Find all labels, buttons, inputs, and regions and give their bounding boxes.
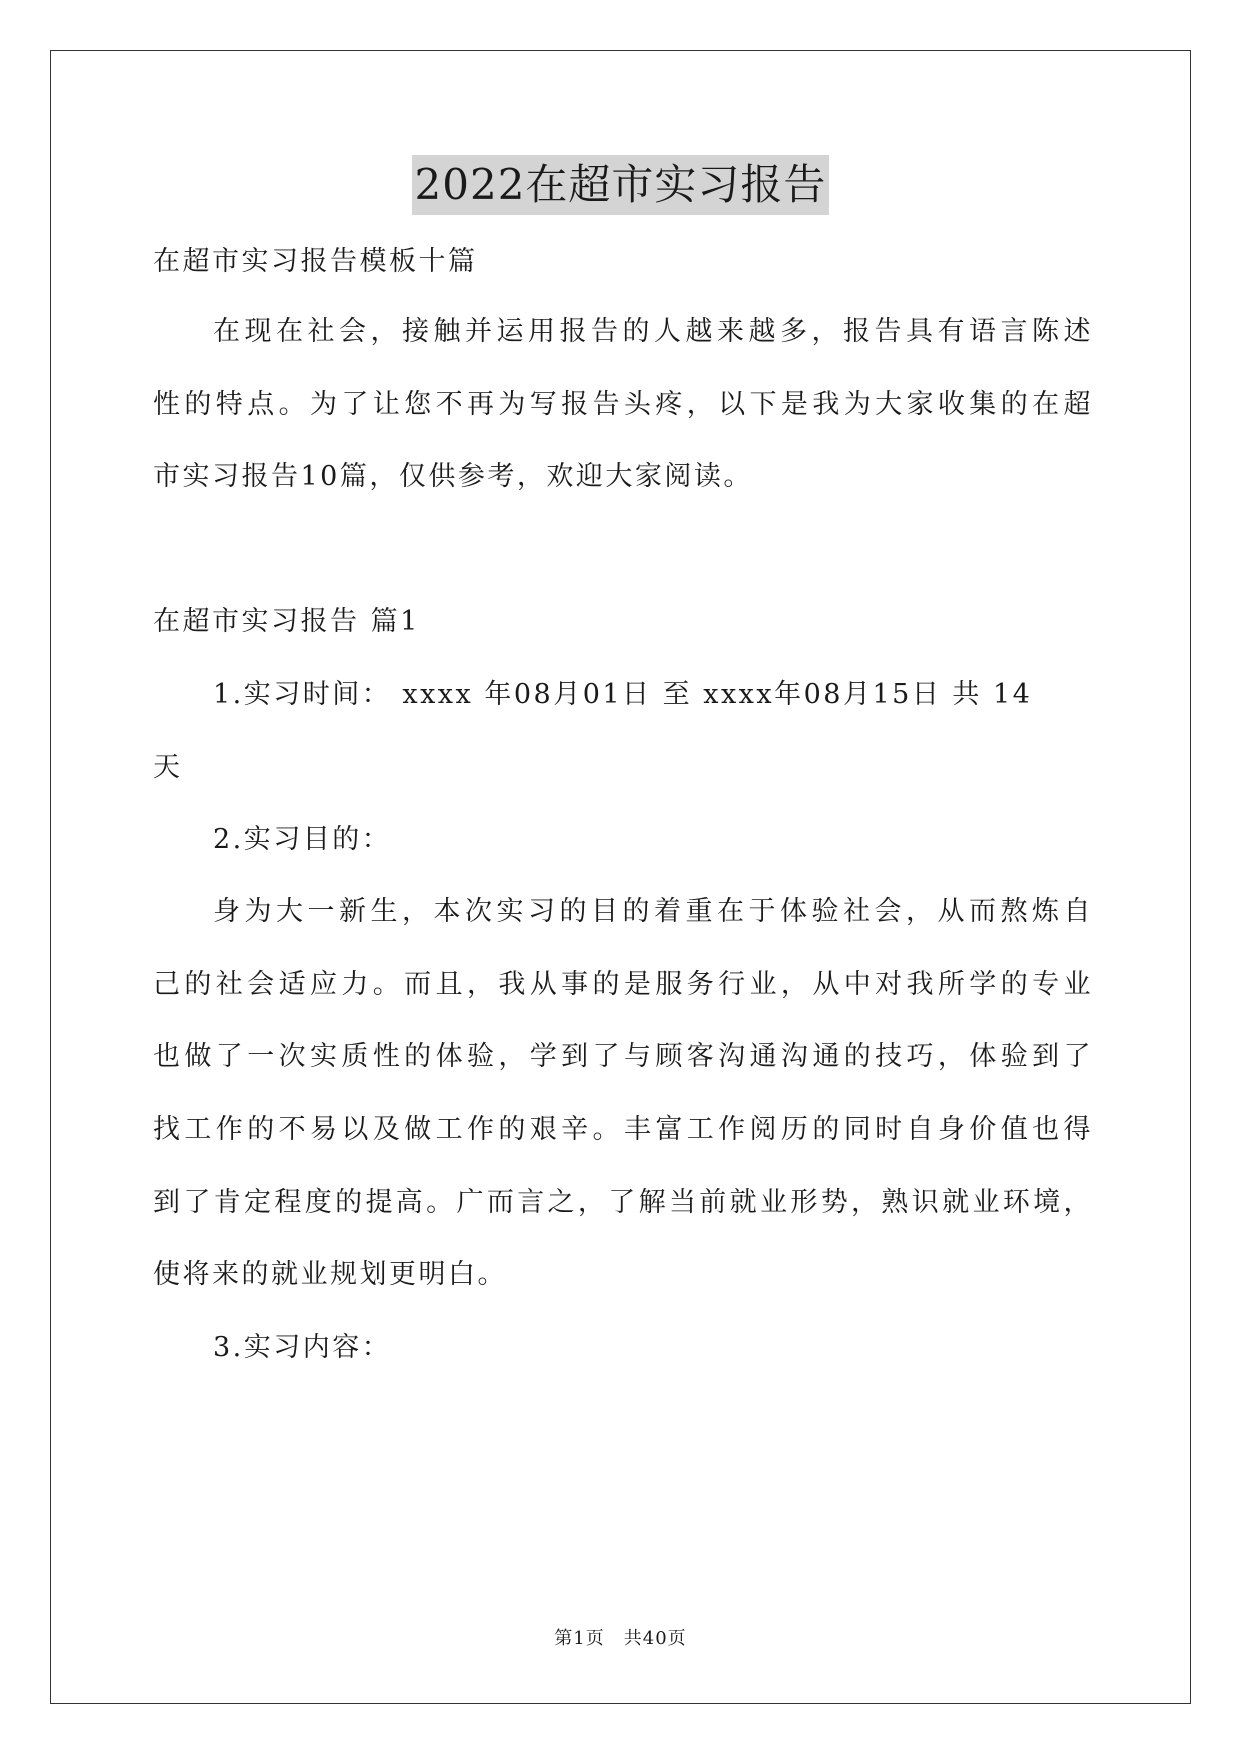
item2-line-4: 找工作的不易以及做工作的艰辛。丰富工作阅历的同时自身价值也得 [153,1114,1093,1145]
item2-line-5: 到了肯定程度的提高。广而言之，了解当前就业形势，熟识就业环境， [153,1187,1093,1218]
item2-line-3: 也做了一次实质性的体验，学到了与顾客沟通沟通的技巧，体验到了 [153,1041,1093,1072]
document-title: 2022在超市实习报告 [412,155,830,215]
intro-line-2: 性的特点。为了让您不再为写报告头疼，以下是我为大家收集的在超 [153,389,1093,420]
page-border [50,50,1191,1704]
intro-line-1: 在现在社会，接触并运用报告的人越来越多，报告具有语言陈述 [213,316,1093,347]
item3-heading: 3.实习内容： [213,1332,392,1363]
document-subtitle: 在超市实习报告模板十篇 [153,246,478,277]
item2-line-1: 身为大一新生，本次实习的目的着重在于体验社会，从而熬炼自 [213,896,1093,927]
item2-heading: 2.实习目的： [213,824,392,855]
item2-line-2: 己的社会适应力。而且，我从事的是服务行业，从中对我所学的专业 [153,969,1093,1000]
page-number-footer: 第1页 共40页 [554,1628,687,1649]
item1-line-1: 1.实习时间： xxxx 年08月01日 至 xxxx年08月15日 共 14 [213,679,1033,710]
item1-line-2: 天 [153,752,183,783]
intro-line-3: 市实习报告10篇，仅供参考，欢迎大家阅读。 [153,461,753,492]
section-heading: 在超市实习报告 篇1 [153,606,420,637]
title-container [0,155,1241,215]
item2-line-6: 使将来的就业规划更明白。 [153,1259,507,1290]
